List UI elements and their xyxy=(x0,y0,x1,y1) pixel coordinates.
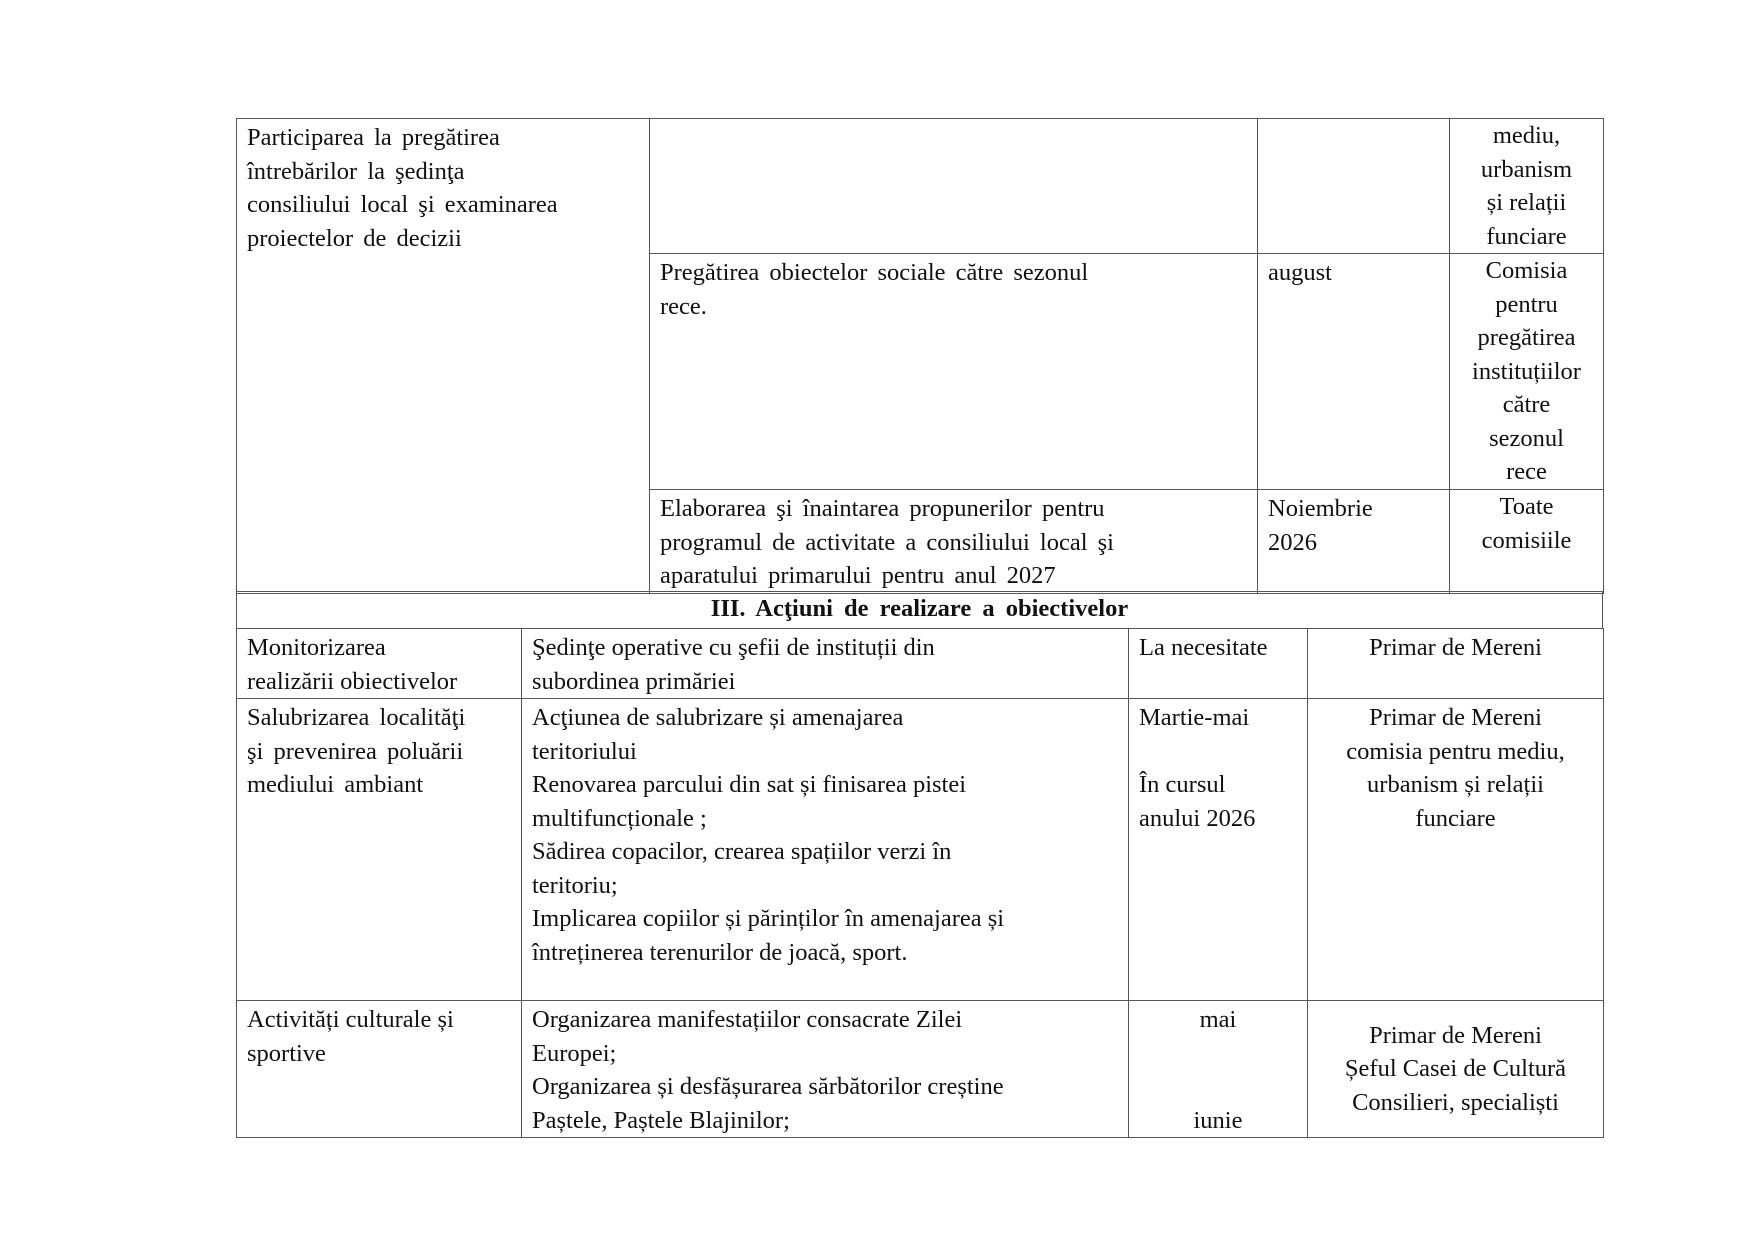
cell-text-line: consiliului local şi examinarea xyxy=(247,191,558,218)
cell-text-line: Europei; xyxy=(532,1039,617,1067)
cell-text-line: rece xyxy=(1506,458,1547,485)
cell-text-line: Implicarea copiilor și părinților în amenajarea și xyxy=(532,905,1005,932)
cell-text-line: Toate xyxy=(1499,493,1554,520)
cell-text-line: funciare xyxy=(1415,804,1496,832)
table-row xyxy=(237,119,1604,254)
action-cell xyxy=(522,629,1129,699)
responsible-cell xyxy=(1450,490,1604,594)
cell-text-line: Organizarea și desfășurarea sărbătorilor creștine xyxy=(532,1073,1004,1100)
cell-text-line: urbanism xyxy=(1480,155,1573,183)
cell-text-line: Elaborarea şi înaintarea propunerilor pentru xyxy=(660,495,1105,522)
cell-text-line: realizării obiectivelor xyxy=(247,667,458,695)
plan-table-upper xyxy=(236,118,1604,594)
objective-cell xyxy=(237,629,522,699)
cell-text-line: Paștele, Paștele Blajinilor; xyxy=(532,1106,790,1134)
cell-text-line: proiectelor de decizii xyxy=(247,224,462,252)
cell-text-line: Comisia xyxy=(1485,257,1568,284)
cell-text-line: Acţiunea de salubrizare și amenajarea xyxy=(532,704,904,731)
cell-text-line: mediu, xyxy=(1492,122,1561,149)
cell-text-line: Renovarea parcului din sat și finisarea pistei xyxy=(532,771,967,798)
cell-text-line: instituțiilor xyxy=(1472,357,1581,385)
cell-text-line: către xyxy=(1502,391,1551,418)
cell-text-line: multifuncționale ; xyxy=(532,804,707,832)
term-cell xyxy=(1129,629,1308,699)
cell-text-line: pregătirea xyxy=(1477,324,1576,351)
objective-cell xyxy=(237,699,522,1001)
cell-text-line: și relații xyxy=(1486,189,1567,216)
cell-text-line: În cursul xyxy=(1139,771,1226,798)
cell-text-line: subordinea primăriei xyxy=(532,667,736,695)
cell-text-line: Noiembrie xyxy=(1268,495,1373,522)
cell-text-line: teritoriului xyxy=(532,737,637,765)
section-header: III. Acţiuni de realizare a obiectivelor xyxy=(237,592,1603,629)
responsible-cell xyxy=(1450,119,1604,254)
cell-text-line: Primar de Mereni xyxy=(1369,704,1542,731)
cell-text-line: Pregătirea obiectelor sociale către sezonul xyxy=(660,259,1089,286)
cell-text-line: Monitorizarea xyxy=(247,634,386,661)
blank-line xyxy=(1139,1037,1297,1071)
cell-text-line: 2026 xyxy=(1268,528,1317,556)
table-row xyxy=(237,699,1604,1001)
cell-text-line: programul de activitate a consiliului local şi xyxy=(660,528,1114,556)
responsible-cell xyxy=(1308,699,1604,1001)
cell-text-line: Primar de Mereni xyxy=(1369,634,1542,661)
cell-text-line: anului 2026 xyxy=(1139,804,1256,832)
action-cell xyxy=(650,490,1258,594)
cell-text-line: Sădirea copacilor, crearea spațiilor verzi în xyxy=(532,838,952,865)
cell-text-line: teritoriu; xyxy=(532,871,618,899)
cell-text-line: sezonul xyxy=(1489,424,1564,452)
cell-text-line: întreținerea terenurilor de joacă, sport. xyxy=(532,938,908,966)
action-cell xyxy=(522,1001,1129,1138)
term-cell xyxy=(1258,119,1450,254)
blank-line xyxy=(1139,735,1297,769)
term-cell xyxy=(1258,490,1450,594)
objective-cell xyxy=(237,119,650,594)
responsible-cell xyxy=(1308,629,1604,699)
cell-text-line: pentru xyxy=(1495,290,1558,318)
cell-text-line: şi prevenirea poluării xyxy=(247,737,464,765)
cell-text-line: mai xyxy=(1199,1006,1237,1033)
table-row xyxy=(237,629,1604,699)
cell-text-line: sportive xyxy=(247,1039,326,1067)
term-cell xyxy=(1129,699,1308,1001)
cell-text-line: La necesitate xyxy=(1139,634,1268,661)
cell-text-line: urbanism și relații xyxy=(1367,771,1544,798)
term-cell xyxy=(1258,254,1450,490)
cell-text-line: comisia pentru mediu, xyxy=(1346,737,1565,765)
cell-text-line: funciare xyxy=(1486,222,1567,250)
action-cell xyxy=(650,254,1258,490)
blank-line xyxy=(1139,1070,1297,1104)
cell-text-line: aparatului primarului pentru anul 2027 xyxy=(660,562,1056,589)
cell-text-line: Consilieri, specialiști xyxy=(1352,1088,1559,1116)
table-row xyxy=(237,1001,1604,1138)
cell-text-line: Şedinţe operative cu şefii de instituții din xyxy=(532,634,935,661)
cell-text-line: Participarea la pregătirea xyxy=(247,124,500,151)
cell-text-line: Salubrizarea localităţi xyxy=(247,704,466,731)
cell-text-line: Activități culturale și xyxy=(247,1006,454,1033)
action-cell xyxy=(650,119,1258,254)
cell-text-line: iunie xyxy=(1193,1106,1243,1134)
objective-cell xyxy=(237,1001,522,1138)
cell-text-line: rece. xyxy=(660,292,707,320)
cell-text-line: mediului ambiant xyxy=(247,771,424,798)
cell-text-line: Martie-mai xyxy=(1139,704,1250,731)
action-cell xyxy=(522,699,1129,1001)
cell-text-line: Organizarea manifestațiilor consacrate Zilei xyxy=(532,1006,963,1033)
cell-text-line: comisiile xyxy=(1481,526,1572,554)
cell-text-line: Primar de Mereni xyxy=(1369,1021,1542,1049)
section-header-table xyxy=(236,591,1603,629)
responsible-cell xyxy=(1450,254,1604,490)
cell-text-line: august xyxy=(1268,259,1332,286)
plan-table-lower xyxy=(236,628,1604,1138)
cell-text-line: Șeful Casei de Cultură xyxy=(1344,1055,1567,1083)
term-cell xyxy=(1129,1001,1308,1138)
cell-text-line: întrebărilor la şedinţa xyxy=(247,157,465,185)
responsible-cell xyxy=(1308,1001,1604,1138)
